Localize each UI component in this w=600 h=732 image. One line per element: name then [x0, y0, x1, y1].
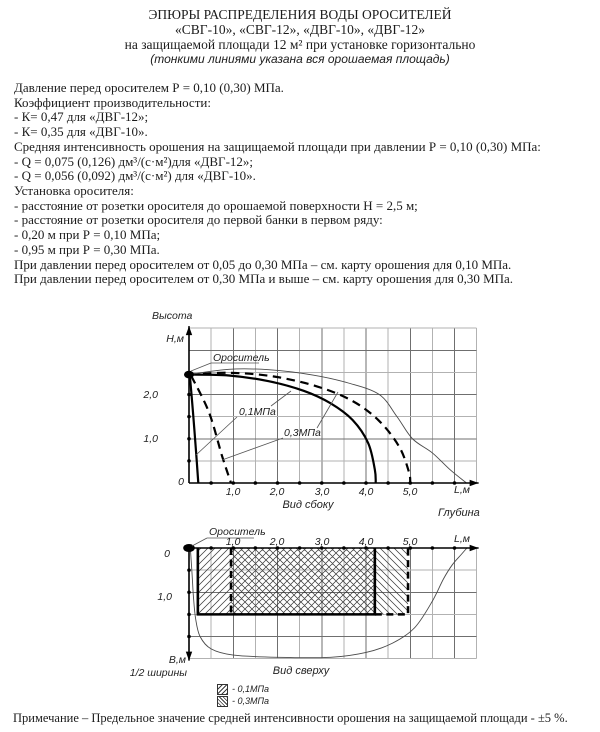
y-tick-label: 1,0	[157, 591, 172, 603]
title-line-1: ЭПЮРЫ РАСПРЕДЕЛЕНИЯ ВОДЫ ОРОСИТЕЛЕЙ	[148, 7, 452, 22]
hatch-swatch-01mpa-icon	[217, 684, 228, 695]
body-line: При давлении перед оросителем от 0,05 до 0,30 МПа – см. карту орошения для 0,10 МПа.	[14, 256, 512, 272]
x-tick-label: 1,0	[225, 486, 241, 498]
body-line: Давление перед оросителем Р = 0,10 (0,30) МПа.	[14, 80, 284, 95]
axis-dot	[453, 546, 457, 550]
axis-dot	[320, 481, 324, 485]
leader-line	[192, 538, 207, 546]
title-line-4: (тонкими линиями указана вся орошаемая площадь)	[150, 52, 450, 66]
y-tick-label: 1,0	[143, 433, 158, 445]
body-line: - Q = 0,056 (0,092) дм³/(с·м²) для «ДВГ-10».	[14, 168, 256, 184]
axis-dot	[187, 590, 191, 594]
curve-irrigated-area	[189, 369, 466, 483]
body-line: Средняя интенсивность орошения на защищаемой площади при давлении Р = 0,10 (0,30) МПа:	[14, 138, 541, 154]
body-line: При давлении перед оросителем от 0,30 МПа и выше – см. карту орошения для 0,30 МПа.	[14, 271, 514, 287]
axis-dot	[254, 546, 258, 550]
body-line: Установка оросителя:	[14, 183, 134, 199]
axis-arrow-icon	[186, 326, 192, 335]
axis-dot	[364, 481, 368, 485]
curve-edge-0.1MPa	[189, 375, 376, 483]
axis-dot	[431, 546, 435, 550]
axis-dot	[187, 613, 191, 617]
body-line: - 0,20 м при Р = 0,10 МПа;	[14, 227, 161, 243]
axis-dot	[187, 437, 191, 441]
sprinkler-label: Ороситель	[213, 352, 270, 364]
x-tick-label: 3,0	[314, 536, 330, 548]
title-line-3: на защищаемой площади 12 м² при установке горизонтально	[124, 37, 476, 52]
legend-item	[217, 683, 269, 695]
annotation-03mpa: 0,3МПа	[284, 427, 321, 439]
axis-dot	[187, 459, 191, 463]
x-tick-label: 5,0	[402, 536, 418, 548]
body-line: - расстояние от розетки оросителя до орошаемой поверхности Н = 2,5 м;	[14, 197, 418, 213]
leader-line	[191, 363, 211, 371]
axis-dot	[209, 546, 213, 550]
axis-dot	[298, 546, 302, 550]
axis-dot	[298, 481, 302, 485]
axis-dot	[408, 481, 412, 485]
caption-top-view: Вид сверху	[272, 665, 330, 677]
hatch-region-diag2	[375, 548, 408, 614]
axis-dot	[342, 481, 346, 485]
axis-dot	[187, 393, 191, 397]
axis-dot	[276, 481, 280, 485]
axis-dot	[187, 568, 191, 572]
hatch-swatch-03mpa-icon	[217, 696, 228, 707]
axis-dot	[254, 481, 258, 485]
y-tick-label: 0	[164, 548, 170, 560]
leader-line	[222, 438, 283, 460]
axis-dot	[386, 546, 390, 550]
title-line-2: «СВГ-10», «СВГ-12», «ДВГ-10», «ДВГ-12»	[175, 22, 425, 37]
axis-dot	[187, 415, 191, 419]
note-text: Примечание – Предельное значение средней интенсивности орошения на защищаемой площади - ±5 %.	[13, 711, 568, 725]
axis-dot	[431, 481, 435, 485]
y-tick-label: 2,0	[143, 389, 158, 401]
curve-bank-0.1MPa	[190, 376, 198, 483]
leader-line	[196, 417, 237, 455]
side-view-chart	[142, 310, 479, 519]
label-depth: Глубина	[438, 507, 480, 519]
axis-dot	[209, 481, 213, 485]
x-axis-label: L,м	[454, 533, 470, 545]
legend-label: - 0,3МПа	[232, 696, 270, 706]
x-tick-label: 1,0	[225, 536, 241, 548]
x-tick-label: 5,0	[402, 486, 418, 498]
axis-dot	[187, 635, 191, 639]
body-line: - расстояние от розетки оросителя до первой банки в первом ряду:	[14, 212, 383, 228]
axis-arrow-icon	[186, 652, 192, 661]
body-line: - К= 0,47 для «ДВГ-12»;	[14, 109, 149, 125]
y-axis-label: Н,м	[166, 333, 184, 345]
x-axis-label: L,м	[454, 484, 470, 496]
y-axis-sublabel: 1/2 ширины	[129, 667, 187, 679]
annotation-01mpa: 0,1МПа	[239, 406, 276, 418]
leader-line	[271, 391, 291, 406]
hatch-region-diag1	[198, 548, 231, 614]
x-tick-label: 4,0	[358, 536, 374, 548]
axis-arrow-icon	[470, 480, 479, 486]
x-tick-label: 2,0	[269, 536, 285, 548]
body-line: - К= 0,35 для «ДВГ-10».	[14, 124, 148, 140]
sprinkler-label: Ороситель	[209, 526, 266, 538]
y-axis-label: В,м	[168, 654, 186, 666]
x-tick-label: 2,0	[269, 486, 285, 498]
axis-arrow-icon	[470, 545, 479, 551]
body-line: - 0,95 м при Р = 0,30 МПа.	[14, 241, 160, 257]
x-tick-label: 3,0	[314, 486, 330, 498]
y-tick-label: 0	[178, 476, 184, 488]
body-line: - Q = 0,075 (0,126) дм³/(с·м²)для «ДВГ-12»;	[14, 153, 254, 169]
legend-item	[217, 695, 269, 707]
x-tick-label: 4,0	[358, 486, 374, 498]
top-view-chart	[130, 526, 479, 679]
axis-dot	[231, 481, 235, 485]
legend-label: - 0,1МПа	[232, 684, 270, 694]
body-line: Коэффициент производительности:	[14, 94, 211, 110]
axis-dot	[386, 481, 390, 485]
hatch-region-cross	[231, 548, 375, 614]
axis-dot	[342, 546, 346, 550]
caption-side-view: Вид сбоку	[282, 499, 334, 511]
axis-title-height: Высота	[152, 310, 193, 322]
sprinkler-dot	[184, 371, 194, 379]
